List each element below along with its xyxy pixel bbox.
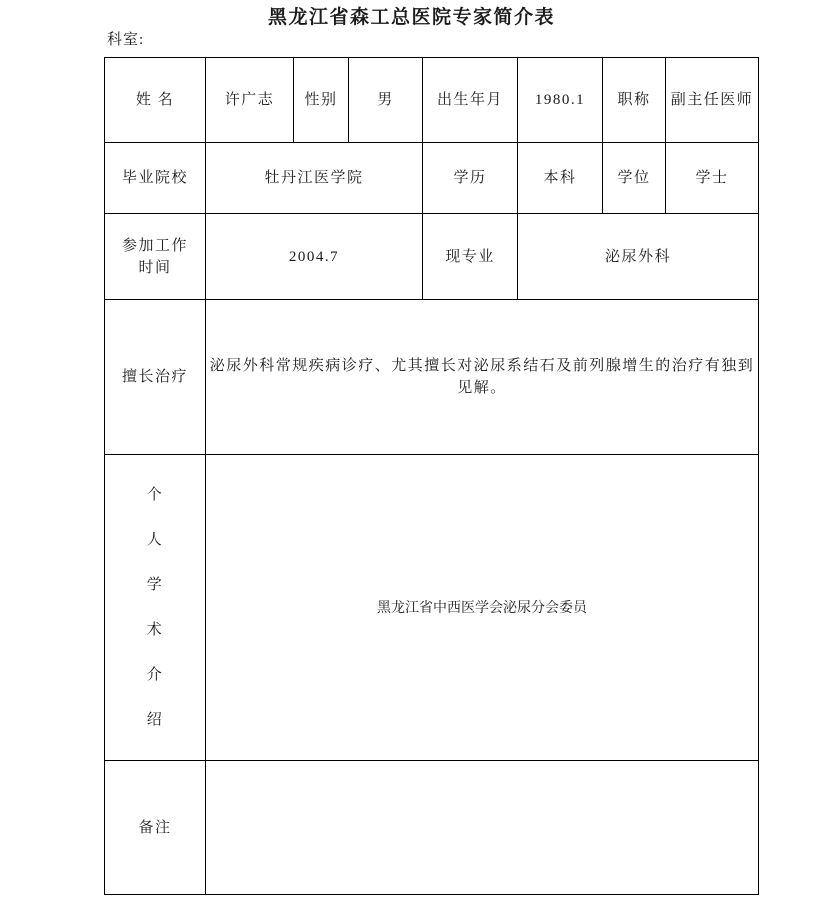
- academic-label-vertical: [105, 473, 205, 743]
- academic-value-cell: [206, 455, 759, 761]
- school-value: 牡丹江医学院: [206, 143, 423, 214]
- table-row-basic-info: [105, 58, 759, 143]
- degree-value: 学士: [666, 143, 759, 214]
- name-label: 姓 名: [105, 58, 206, 143]
- table-row-academic: [105, 455, 759, 761]
- academic-label-char: 介: [146, 666, 164, 683]
- gender-value: 男: [349, 58, 423, 143]
- academic-label-char: 个: [146, 486, 164, 503]
- remarks-label: 备注: [105, 761, 206, 895]
- gender-label: 性别: [294, 58, 349, 143]
- work-start-label-line1: 参加工作: [121, 237, 188, 254]
- department-label: 科室:: [107, 32, 145, 48]
- birth-date-label: 出生年月: [423, 58, 518, 143]
- table-row-education: [105, 143, 759, 214]
- school-label: 毕业院校: [105, 143, 206, 214]
- job-title-value: 副主任医师: [666, 58, 759, 143]
- name-value: 许广志: [206, 58, 294, 143]
- table-row-expertise: [105, 300, 759, 455]
- table-row-work-start: [105, 214, 759, 300]
- academic-label-char: 学: [146, 576, 164, 593]
- birth-date-value: 1980.1: [518, 58, 603, 143]
- expert-profile-table: [104, 57, 759, 895]
- academic-label-char: 绍: [146, 711, 164, 728]
- job-title-label: 职称: [603, 58, 666, 143]
- table-row-remarks: [105, 761, 759, 895]
- academic-label-char: 人: [146, 531, 164, 548]
- expertise-label: 擅长治疗: [105, 300, 206, 455]
- specialty-label: 现专业: [423, 214, 518, 300]
- page-title: 黑龙江省森工总医院专家简介表: [267, 7, 555, 28]
- education-value: 本科: [518, 143, 603, 214]
- remarks-value: [206, 761, 759, 895]
- work-start-value: 2004.7: [206, 214, 423, 300]
- expertise-value: 泌尿外科常规疾病诊疗、尤其擅长对泌尿系结石及前列腺增生的治疗有独到见解。: [206, 300, 759, 455]
- academic-value: 黑龙江省中西医学会泌尿分会委员: [377, 599, 587, 616]
- academic-label-char: 术: [146, 621, 164, 638]
- degree-label: 学位: [603, 143, 666, 214]
- work-start-label-line2: 时间: [138, 259, 172, 276]
- education-label: 学历: [423, 143, 518, 214]
- specialty-value: 泌尿外科: [518, 214, 759, 300]
- academic-label: [105, 455, 206, 761]
- work-start-label: [105, 214, 206, 300]
